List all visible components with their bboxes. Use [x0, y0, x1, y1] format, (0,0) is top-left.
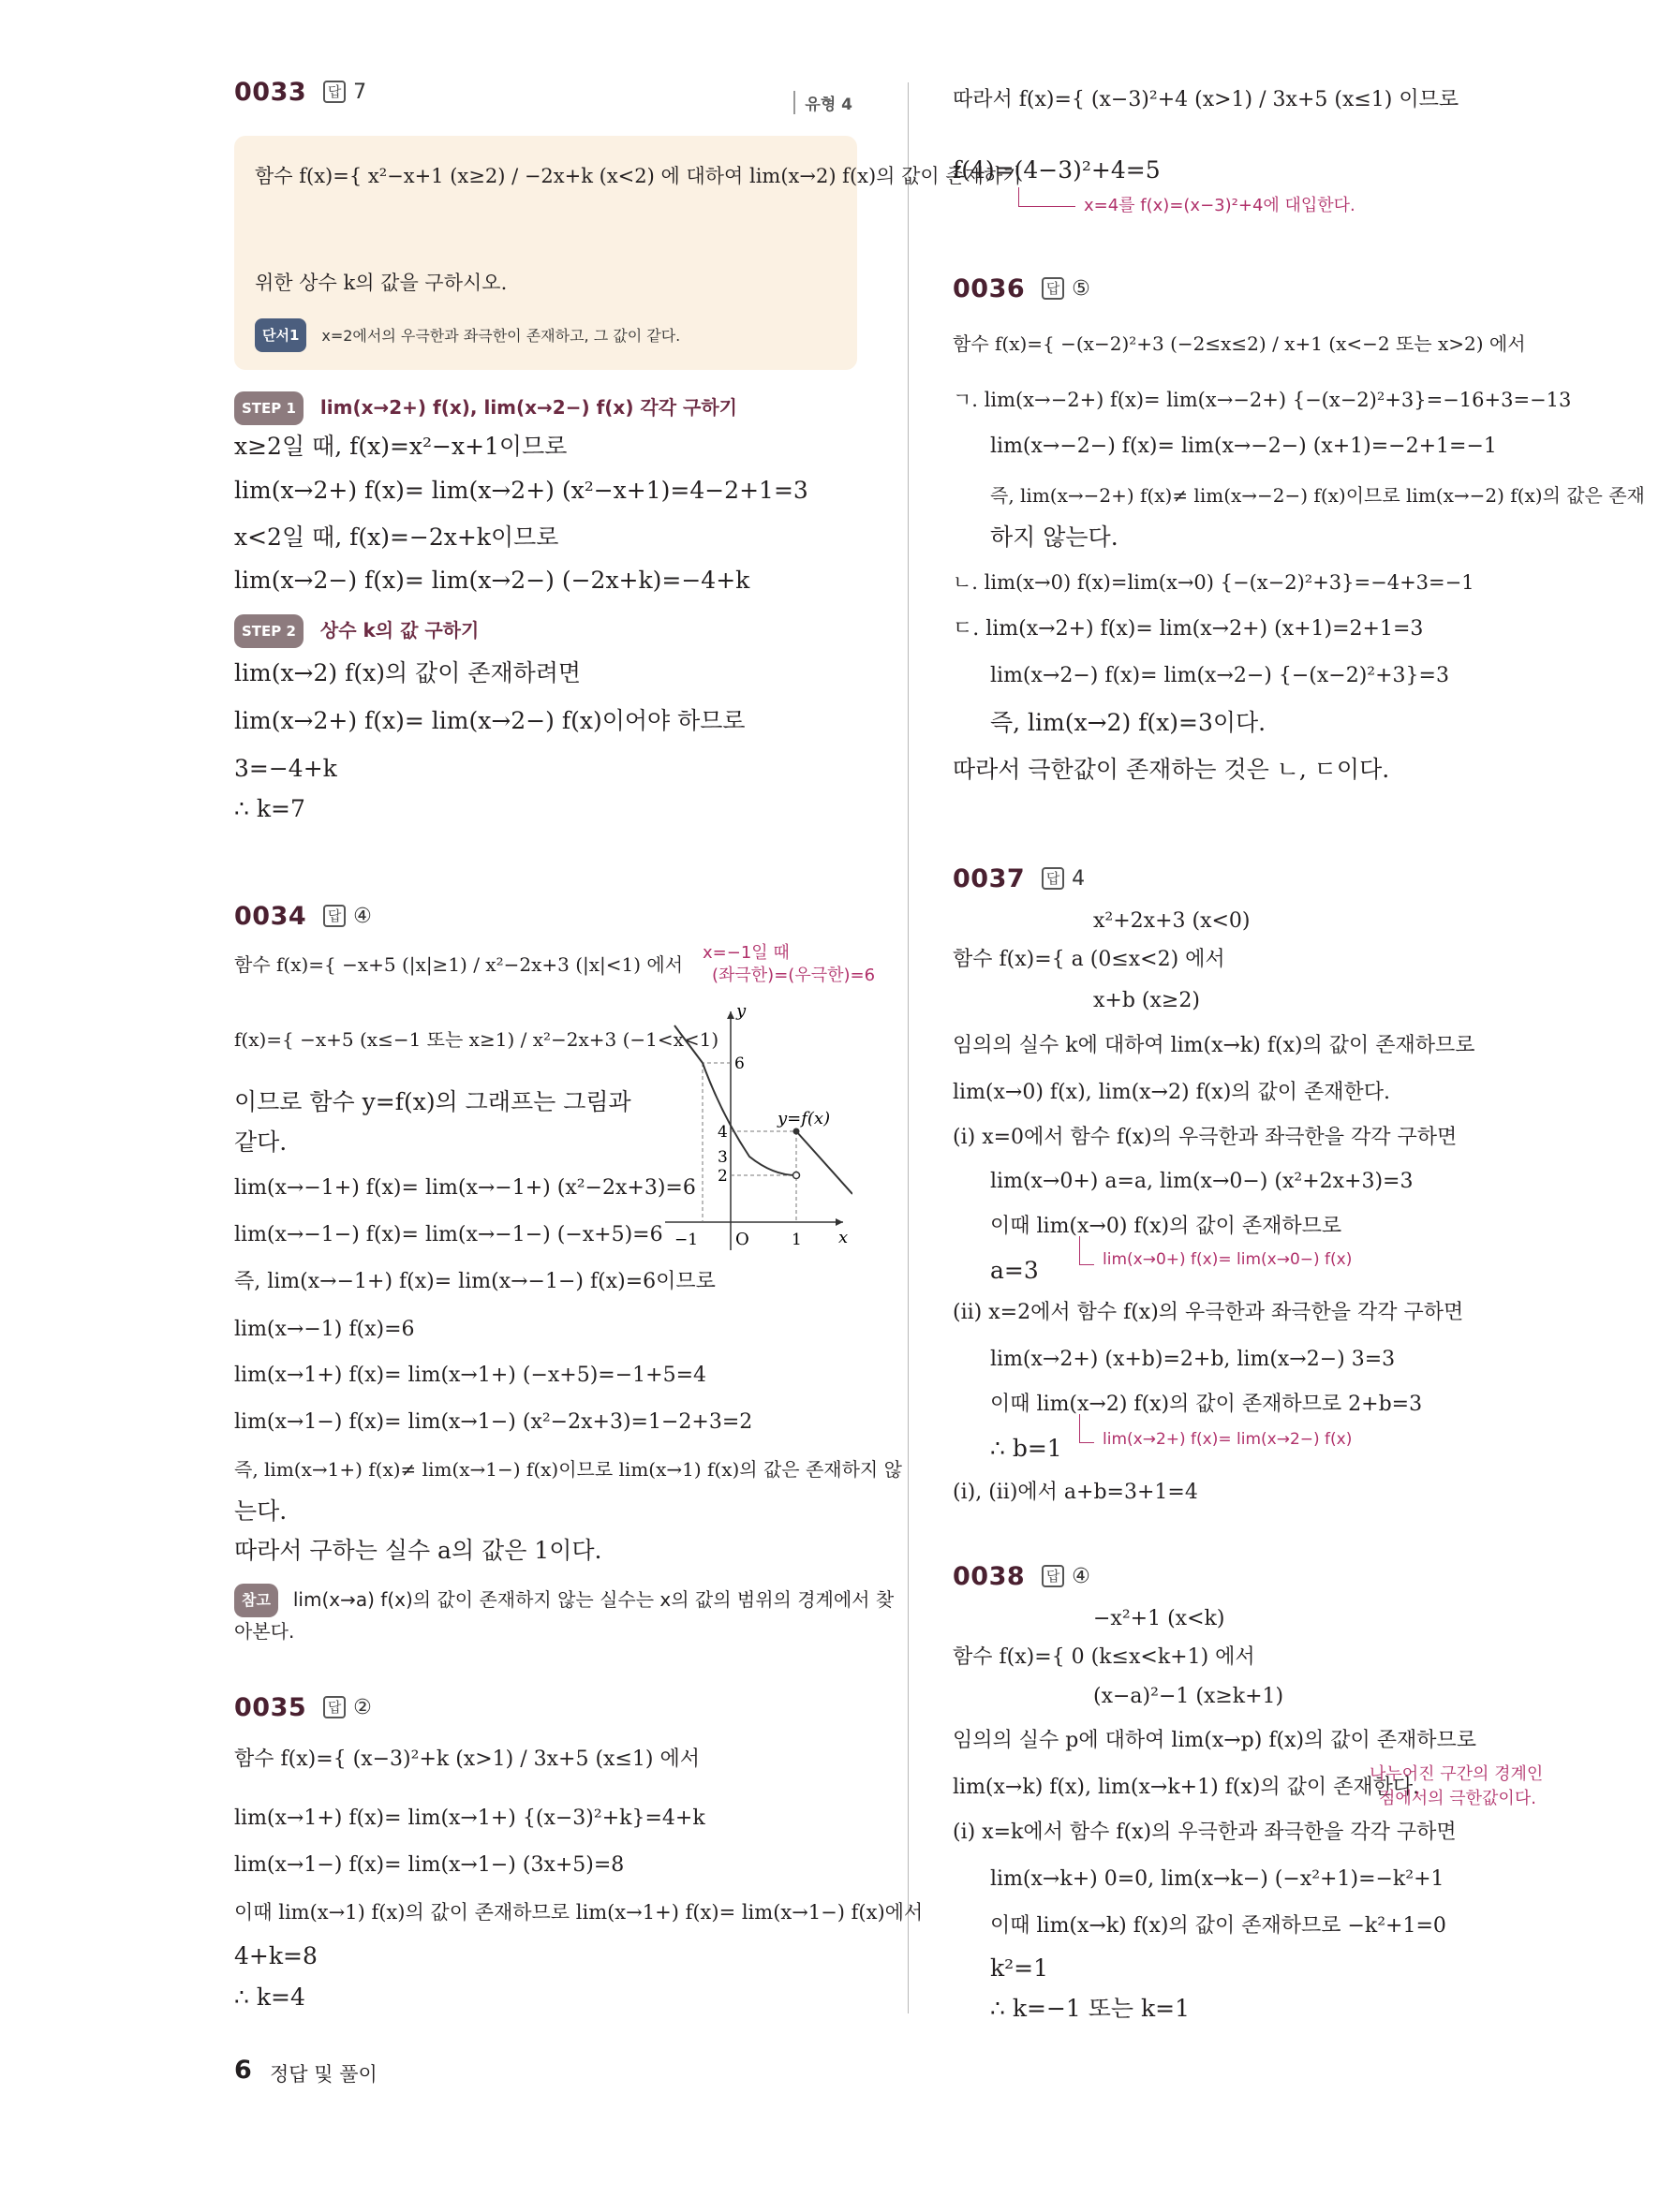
answer-icon: 답 [1042, 1565, 1064, 1587]
solution-line: 함수 f(x)={ (x−3)²+k (x>1) / 3x+5 (x≤1) 에서 [234, 1747, 700, 1771]
note-badge: 참고 [234, 1584, 278, 1617]
solution-line: −x²+1 (x<k) [1093, 1607, 1225, 1630]
problem-header [234, 70, 871, 113]
annotation-connector [1079, 1236, 1094, 1265]
answer-value: 4 [1072, 866, 1086, 891]
solution-line: lim(x→2+) (x+b)=2+b, lim(x→2−) 3=3 [990, 1348, 1396, 1371]
function-label: y=f(x) [778, 1109, 831, 1128]
solution-line: 이때 lim(x→2) f(x)의 값이 존재하므로 2+b=3 [990, 1393, 1423, 1416]
note-row [234, 1583, 894, 1617]
problem-header [953, 1555, 1599, 1598]
solution-line: lim(x→2+) f(x)= lim(x→2+) (x²−x+1)=4−2+1=3 [234, 477, 808, 504]
step2-badge: STEP 2 [234, 614, 304, 648]
answer-value: ④ [1072, 1564, 1090, 1588]
solution-line: ㄴ. lim(x→0) f(x)=lim(x→0) {−(x−2)²+3}=−4+3=−1 [953, 571, 1474, 594]
solution-line: (i), (ii)에서 a+b=3+1=4 [953, 1481, 1198, 1504]
solution-line: lim(x→1+) f(x)= lim(x→1+) (−x+5)=−1+5=4 [234, 1364, 707, 1387]
solution-line: lim(x→−1−) f(x)= lim(x→−1−) (−x+5)=6 [234, 1223, 663, 1246]
answer-icon: 답 [1042, 277, 1064, 300]
note-text: 아본다. [234, 1620, 295, 1643]
solution-line: 즉, lim(x→2) f(x)=3이다. [990, 709, 1266, 736]
solution-line: 즉, lim(x→1+) f(x)≠ lim(x→1−) f(x)이므로 lim(x→1) f(x)의 값은 존재하지 않 [234, 1458, 902, 1481]
solution-line: lim(x→2−) f(x)= lim(x→2−) (−2x+k)=−4+k [234, 567, 750, 594]
solution-line: ㄷ. lim(x→2+) f(x)= lim(x→2+) (x+1)=2+1=3 [953, 617, 1424, 641]
problem-number: 0036 [953, 273, 1026, 303]
annotation: 나누어진 구간의 경계인 [1370, 1764, 1544, 1784]
annotation: x=−1일 때 [703, 943, 790, 963]
curve-right [796, 1131, 852, 1194]
solution-line: ∴ k=−1 또는 k=1 [990, 1995, 1190, 2022]
annotation-connector [1079, 1414, 1094, 1443]
solution-line: lim(x→0) f(x), lim(x→2) f(x)의 값이 존재한다. [953, 1081, 1391, 1104]
step1-badge: STEP 1 [234, 391, 304, 425]
solution-line: x≥2일 때, f(x)=x²−x+1이므로 [234, 433, 568, 460]
solution-line: f(4)=(4−3)²+4=5 [953, 156, 1161, 184]
solution-line: 3=−4+k [234, 755, 337, 782]
solution-line: 즉, lim(x→−1+) f(x)= lim(x→−1−) f(x)=6이므로 [234, 1270, 716, 1293]
solution-line: lim(x→1−) f(x)= lim(x→1−) (x²−2x+3)=1−2+3=2 [234, 1410, 753, 1434]
solution-line: lim(x→2−) f(x)= lim(x→2−) {−(x−2)²+3}=3 [990, 664, 1449, 687]
answer-value: 7 [353, 80, 367, 104]
box-line-1: 함수 f(x)={ x²−x+1 (x≥2) / −2x+k (x<2) 에 대하여 lim(x→2) f(x)의 값이 존재하기 [255, 165, 1022, 187]
step1-title: lim(x→2+) f(x), lim(x→2−) f(x) 각각 구하기 [319, 396, 737, 419]
solution-line: lim(x→1−) f(x)= lim(x→1−) (3x+5)=8 [234, 1853, 625, 1877]
solution-line: lim(x→−1+) f(x)= lim(x→−1+) (x²−2x+3)=6 [234, 1176, 696, 1200]
solution-line: 임의의 실수 p에 대하여 lim(x→p) f(x)의 값이 존재하므로 [953, 1729, 1477, 1752]
page-title: 정답 및 풀이 [270, 2063, 378, 2086]
solution-line: 함수 f(x)={ a (0≤x<2) 에서 [953, 948, 1225, 971]
answer-value: ② [353, 1695, 372, 1719]
problem-0037 [953, 857, 1599, 1504]
curve-left [674, 1025, 703, 1063]
solution-line: x²+2x+3 (x<0) [1093, 909, 1251, 933]
solution-line: 하지 않는다. [990, 524, 1118, 551]
problem-type: 유형 4 [793, 91, 852, 114]
solution-line: ∴ k=7 [234, 795, 305, 822]
problem-0036 [953, 267, 1645, 783]
solution-line: 4+k=8 [234, 1942, 318, 1969]
solution-line: f(x)={ −x+5 (x≤−1 또는 x≥1) / x²−2x+3 (−1<x<1) [234, 1028, 719, 1051]
solution-line: 따라서 극한값이 존재하는 것은 ㄴ, ㄷ이다. [953, 756, 1390, 783]
solution-line: (i) x=k에서 함수 f(x)의 우극한과 좌극한을 각각 구하면 [953, 1821, 1457, 1844]
problem-header [953, 267, 1599, 310]
annotation: x=4를 f(x)=(x−3)²+4에 대입한다. [1084, 196, 1355, 215]
y-tick-label: 2 [718, 1167, 728, 1186]
solution-line: 따라서 f(x)={ (x−3)²+4 (x>1) / 3x+5 (x≤1) 이므로 [953, 88, 1459, 111]
solution-line: (i) x=0에서 함수 f(x)의 우극한과 좌극한을 각각 구하면 [953, 1126, 1458, 1149]
solution-line: lim(x→−1) f(x)=6 [234, 1318, 415, 1341]
hint-text: x=2에서의 우극한과 좌극한이 존재하고, 그 값이 같다. [321, 327, 681, 345]
x-tick-label: −1 [674, 1231, 699, 1249]
solution-line: 임의의 실수 k에 대하여 lim(x→k) f(x)의 값이 존재하므로 [953, 1034, 1475, 1057]
problem-header [234, 1686, 871, 1729]
y-tick-label: 6 [734, 1054, 745, 1073]
solution-line: (x−a)²−1 (x≥k+1) [1093, 1685, 1284, 1708]
solution-line: 함수 f(x)={ −x+5 (|x|≥1) / x²−2x+3 (|x|<1) 에서 [234, 953, 684, 976]
problem-number: 0034 [234, 901, 307, 931]
solution-line: 는다. [234, 1497, 288, 1525]
problem-header [234, 894, 871, 937]
answer-icon: 답 [323, 1696, 346, 1718]
answer-icon: 답 [323, 81, 346, 103]
solution-line: ∴ b=1 [990, 1435, 1062, 1462]
x-axis-arrow-icon [836, 1218, 843, 1226]
solution-line: x+b (x≥2) [1093, 989, 1200, 1012]
answer-value: ④ [353, 904, 372, 928]
solution-line: lim(x→1+) f(x)= lim(x→1+) {(x−3)²+k}=4+k [234, 1806, 705, 1830]
hint-row [255, 317, 680, 352]
box-line-2: 위한 상수 k의 값을 구하시오. [255, 272, 508, 294]
solution-line: k²=1 [990, 1954, 1049, 1982]
solution-line: 따라서 구하는 실수 a의 값은 1이다. [234, 1537, 602, 1564]
solution-line: 이므로 함수 y=f(x)의 그래프는 그림과 [234, 1088, 631, 1115]
x-tick-label: 1 [792, 1231, 802, 1249]
y-tick-label: 4 [718, 1123, 728, 1142]
origin-label: O [735, 1230, 749, 1249]
problem-header [953, 857, 1599, 900]
solution-line: 함수 f(x)={ −(x−2)²+3 (−2≤x≤2) / x+1 (x<−2 또는 x>2) 에서 [953, 332, 1526, 355]
solution-line: lim(x→−2−) f(x)= lim(x→−2−) (x+1)=−2+1=−1 [990, 435, 1497, 458]
answer-icon: 답 [323, 905, 346, 927]
solution-line: ㄱ. lim(x→−2+) f(x)= lim(x→−2+) {−(x−2)²+3}=−16+3=−13 [953, 389, 1572, 411]
closed-point [793, 1128, 800, 1135]
annotation: lim(x→0+) f(x)= lim(x→0−) f(x) [1103, 1250, 1353, 1269]
solution-line: lim(x→2+) f(x)= lim(x→2−) f(x)이어야 하므로 [234, 707, 746, 734]
solution-line: x<2일 때, f(x)=−2x+k이므로 [234, 524, 559, 551]
solution-line: a=3 [990, 1257, 1039, 1284]
solution-line: (ii) x=2에서 함수 f(x)의 우극한과 좌극한을 각각 구하면 [953, 1301, 1464, 1324]
annotation: (좌극한)=(우극한)=6 [712, 966, 876, 985]
x-label: x [838, 1228, 849, 1247]
y-tick-label: 3 [718, 1148, 728, 1167]
problem-number: 0038 [953, 1561, 1026, 1591]
solution-line: lim(x→k) f(x), lim(x→k+1) f(x)의 값이 존재한다. [953, 1776, 1420, 1799]
hint-badge: 단서1 [255, 318, 306, 352]
problem-number: 0035 [234, 1692, 307, 1722]
solution-line: 즉, lim(x→−2+) f(x)≠ lim(x→−2−) f(x)이므로 lim(x→−2) f(x)의 값은 존재 [990, 484, 1645, 507]
step2-title: 상수 k의 값 구하기 [319, 619, 480, 641]
answer-icon: 답 [1042, 867, 1064, 890]
solution-line: lim(x→2) f(x)의 값이 존재하려면 [234, 659, 582, 686]
solution-line: lim(x→0+) a=a, lim(x→0−) (x²+2x+3)=3 [990, 1170, 1414, 1193]
solution-line: 이때 lim(x→k) f(x)의 값이 존재하므로 −k²+1=0 [990, 1914, 1446, 1938]
y-axis-arrow-icon [727, 1011, 734, 1019]
answer-value: ⑤ [1072, 276, 1090, 301]
y-label: y [736, 1001, 747, 1021]
problem-0035 [234, 1686, 924, 2011]
solution-line: ∴ k=4 [234, 1983, 305, 2011]
solution-line: 같다. [234, 1128, 288, 1156]
open-point [793, 1172, 800, 1179]
solution-line: 함수 f(x)={ 0 (k≤x<k+1) 에서 [953, 1645, 1255, 1669]
step2-header [234, 613, 479, 648]
annotation: 점에서의 극한값이다. [1379, 1789, 1536, 1808]
page-number: 6 [234, 2056, 252, 2085]
problem-0034 [234, 894, 902, 1643]
problem-number: 0033 [234, 77, 307, 107]
problem-number: 0037 [953, 863, 1026, 893]
step1-header [234, 391, 737, 425]
solution-line: lim(x→k+) 0=0, lim(x→k−) (−x²+1)=−k²+1 [990, 1867, 1444, 1891]
solution-line: 이때 lim(x→1) f(x)의 값이 존재하므로 lim(x→1+) f(x)= lim(x→1−) f(x)에서 [234, 1901, 924, 1924]
function-graph [656, 997, 852, 1269]
problem-0038 [953, 1555, 1599, 2022]
note-text: lim(x→a) f(x)의 값이 존재하지 않는 실수는 x의 값의 범위의 경계에서 찾 [292, 1588, 895, 1611]
annotation-connector [1018, 187, 1075, 207]
column-divider [908, 82, 909, 2013]
solution-line: 이때 lim(x→0) f(x)의 값이 존재하므로 [990, 1215, 1342, 1238]
annotation: lim(x→2+) f(x)= lim(x→2−) f(x) [1103, 1430, 1353, 1449]
